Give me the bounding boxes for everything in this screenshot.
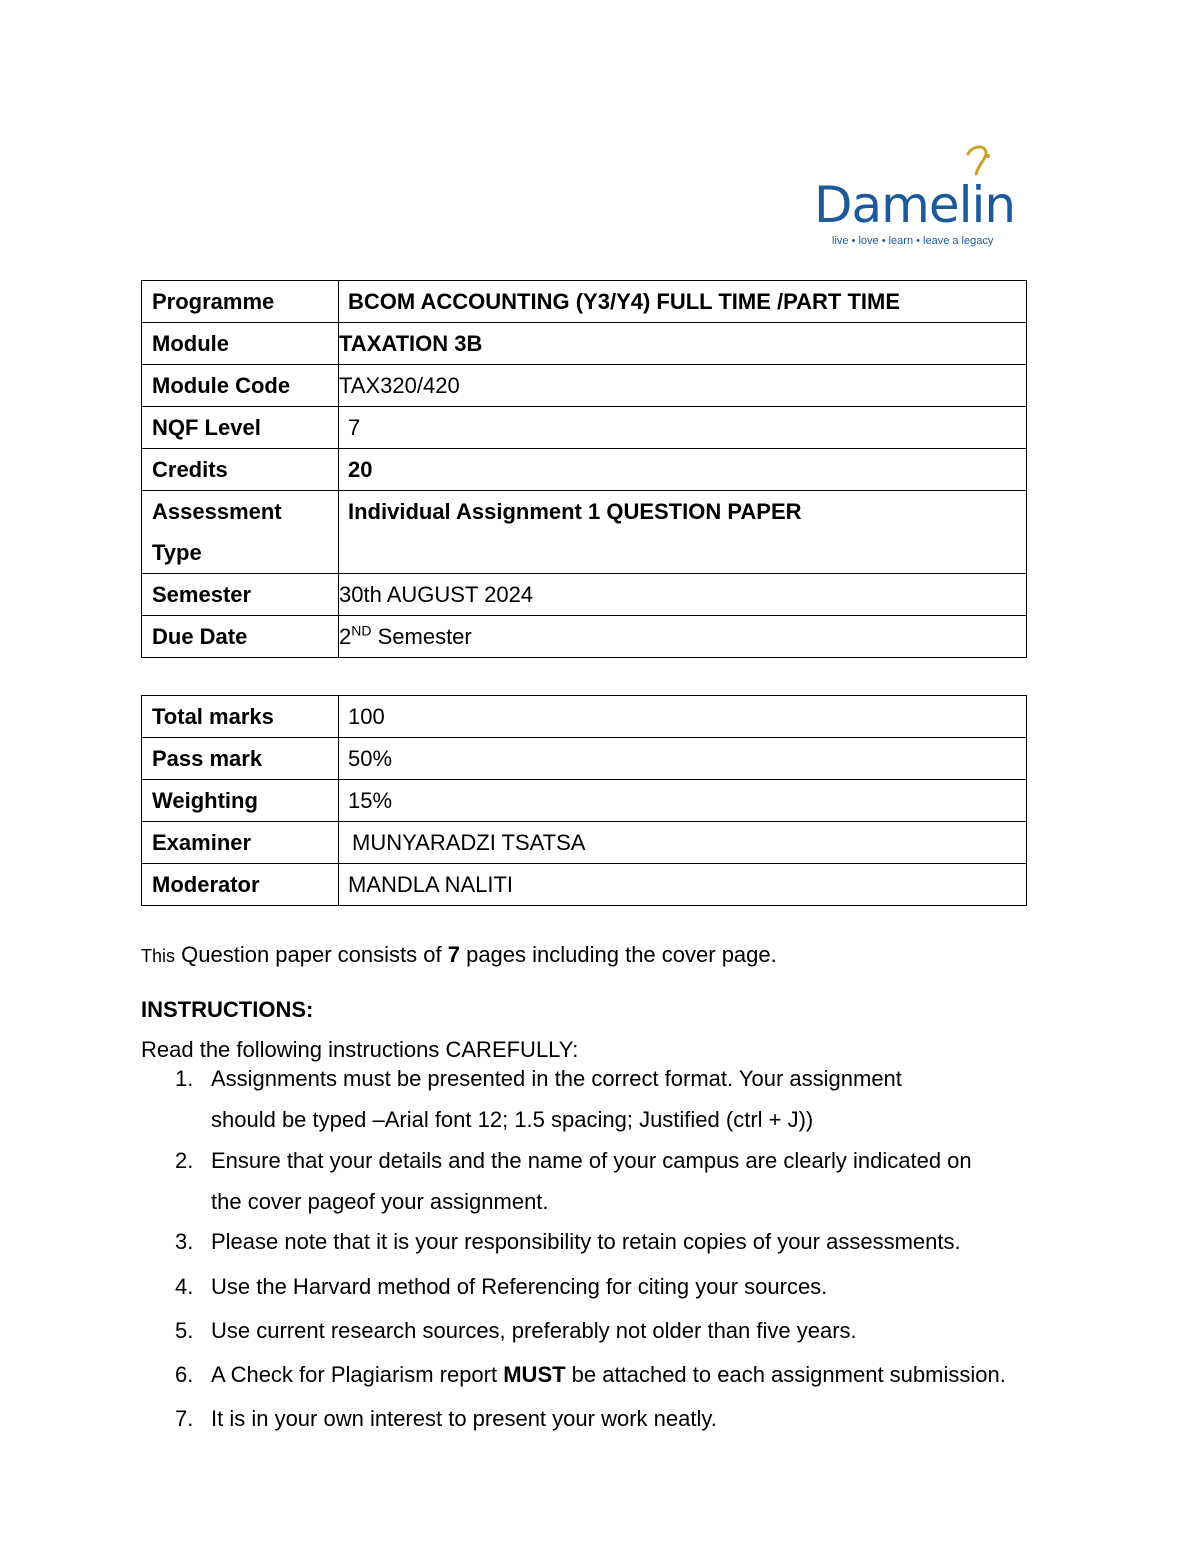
due-date-text: Semester	[371, 624, 472, 649]
item-number: 2.	[175, 1148, 194, 1173]
row-value: 20	[339, 449, 1027, 491]
due-date-number: 2	[339, 624, 352, 649]
module-details-table	[141, 280, 1027, 658]
table-row	[142, 365, 1027, 407]
item-text: should be typed –Arial font 12; 1.5 spacing; Justified (ctrl + J))	[211, 1107, 814, 1132]
page-count: 7	[447, 942, 460, 967]
row-label	[142, 491, 339, 574]
item-text: Please note that it is your responsibility to retain copies of your assessments.	[211, 1229, 961, 1254]
table-row	[142, 449, 1027, 491]
table-row	[142, 696, 1027, 738]
logo-wordmark: Damelin	[814, 176, 1016, 234]
marks-table	[141, 695, 1027, 906]
item-number: 6.	[175, 1362, 194, 1387]
item-number: 1.	[175, 1066, 194, 1091]
row-label: NQF Level	[142, 407, 339, 449]
item-text-post: be attached to each assignment submission.	[565, 1362, 1006, 1387]
pages-note-suffix: pages including the cover page.	[459, 942, 777, 967]
item-text-pre: A Check for Plagiarism report	[211, 1362, 504, 1387]
item-text: the cover pageof your assignment.	[211, 1189, 549, 1214]
instructions-heading: INSTRUCTIONS:	[141, 997, 314, 1022]
item-text: Assignments must be presented in the correct format. Your assignment	[211, 1066, 902, 1091]
row-value: 15%	[339, 780, 1027, 822]
item-number: 7.	[175, 1406, 194, 1431]
row-label: Due Date	[142, 616, 339, 658]
table-row	[142, 738, 1027, 780]
row-label: Semester	[142, 574, 339, 616]
table-row	[142, 616, 1027, 658]
pages-note-prefix: This	[141, 946, 176, 966]
item-number: 5.	[175, 1318, 194, 1343]
table-row	[142, 780, 1027, 822]
item-text: It is in your own interest to present your work neatly.	[211, 1406, 717, 1431]
row-value	[339, 616, 1027, 658]
logo-swirl-icon	[962, 144, 992, 180]
row-value: MANDLA NALITI	[339, 864, 1027, 906]
row-value: BCOM ACCOUNTING (Y3/Y4) FULL TIME /PART TIME	[339, 281, 1027, 323]
table-row	[142, 281, 1027, 323]
row-label: Module Code	[142, 365, 339, 407]
row-label: Programme	[142, 281, 339, 323]
row-label: Credits	[142, 449, 339, 491]
row-label: Module	[142, 323, 339, 365]
row-label: Weighting	[142, 780, 339, 822]
item-text-bold: MUST	[503, 1362, 566, 1387]
row-label-line: Type	[152, 540, 202, 565]
row-label: Pass mark	[142, 738, 339, 780]
due-date-suffix: ND	[351, 622, 372, 639]
table-row	[142, 323, 1027, 365]
item-text	[211, 1354, 1006, 1395]
row-label: Moderator	[142, 864, 339, 906]
row-value: MUNYARADZI TSATSA	[339, 822, 1027, 864]
damelin-logo	[812, 140, 1027, 252]
row-value: 7	[339, 407, 1027, 449]
table-row	[142, 491, 1027, 574]
row-label: Total marks	[142, 696, 339, 738]
row-value: 30th AUGUST 2024	[339, 574, 1027, 616]
item-text: Use current research sources, preferably not older than five years.	[211, 1318, 857, 1343]
item-number: 3.	[175, 1229, 194, 1254]
logo-tagline: live • love • learn • leave a legacy	[832, 235, 994, 247]
row-value: 100	[339, 696, 1027, 738]
row-label-line: Assessment	[152, 499, 282, 524]
row-label: Examiner	[142, 822, 339, 864]
row-value: 50%	[339, 738, 1027, 780]
item-text: Use the Harvard method of Referencing for citing your sources.	[211, 1274, 828, 1299]
table-row	[142, 574, 1027, 616]
item-text: Ensure that your details and the name of your campus are clearly indicated on	[211, 1148, 972, 1173]
row-value: TAXATION 3B	[339, 323, 1027, 365]
pages-note	[141, 942, 777, 968]
table-row	[142, 822, 1027, 864]
pages-note-text: Question paper consists of	[175, 942, 448, 967]
item-number: 4.	[175, 1274, 194, 1299]
row-value: Individual Assignment 1 QUESTION PAPER	[339, 491, 1027, 574]
row-value: TAX320/420	[339, 365, 1027, 407]
table-row	[142, 864, 1027, 906]
instructions-intro: Read the following instructions CAREFULLY:	[141, 1037, 579, 1062]
table-row	[142, 407, 1027, 449]
